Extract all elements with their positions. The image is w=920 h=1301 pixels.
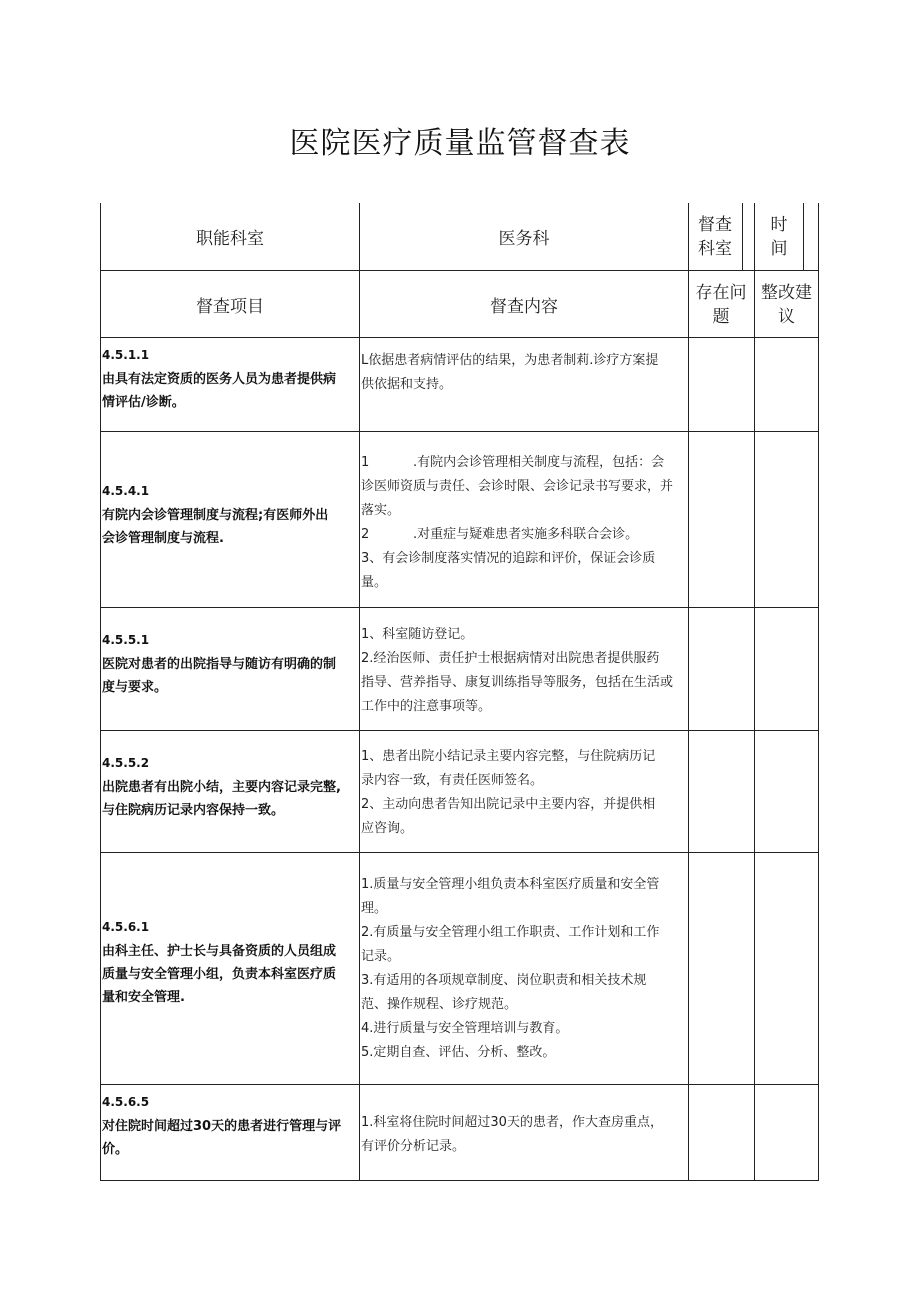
content-text: 1、患者出院小结记录主要内容完整，与住院病历记 录内容一致，有责任医师签名。 2、主动向患者告知出院记录中主要内容，并提供相 应咨询。 (361, 749, 656, 836)
problem-column-header: 存在问 题 (695, 283, 747, 327)
table-row (102, 633, 358, 699)
grid-line (359, 203, 360, 1181)
table-row (102, 1095, 358, 1161)
item-text: 由具有法定资质的医务人员为患者提供病 情评估/诊断。 (102, 372, 337, 410)
dept-value: 医务科 (498, 229, 550, 249)
dept-label: 职能科室 (196, 229, 264, 249)
item-code: 4.5.1.1 (102, 348, 150, 362)
item-text: 由科主任、护士长与具备资质的人员组成 质量与安全管理小组，负责本科室医疗质 量和安全管理. (102, 944, 337, 1005)
item-code: 4.5.4.1 (102, 484, 150, 498)
table-row (102, 348, 358, 414)
item-text: 出院患者有出院小结，主要内容记录完整, 与住院病历记录内容保持一致。 (102, 780, 341, 818)
content-text: 1.科室将住院时间超过30天的患者，作大查房重点， 有评价分析记录。 (361, 1115, 663, 1154)
grid-line (818, 203, 819, 1181)
time-label: 时 间 (770, 215, 788, 259)
grid-line (100, 1084, 818, 1085)
content-text: 1.质量与安全管理小组负责本科室医疗质量和安全管 理。 2.有质量与安全管理小组工作职责、工作计划和工作 记录。 3.有适用的各项规章制度、岗位职责和相关技术规 范、操作规程、诊疗规范。 4.进行质量与安全管理培训与教育。 5.定期自查、评估、分析、整改。 (361, 877, 660, 1060)
page-title: 医院医疗质量监管督查表 (289, 126, 631, 161)
table-row (102, 756, 358, 822)
inspect-dept-label: 督查 科室 (698, 215, 732, 259)
item-text: 医院对患者的出院指导与随访有明确的制 度与要求。 (102, 657, 337, 695)
content-text: L依据患者病情评估的结果，为患者制莉.诊疗方案提 供依据和支持。 (361, 353, 659, 392)
grid-line (803, 203, 804, 270)
item-code: 4.5.6.1 (102, 920, 150, 934)
item-code: 4.5.5.1 (102, 633, 150, 647)
item-text: 有院内会诊管理制度与流程;有医师外出 会诊管理制度与流程. (102, 508, 329, 546)
item-code: 4.5.5.2 (102, 756, 150, 770)
grid-line (688, 203, 689, 1181)
suggest-column-header: 整改建 议 (761, 283, 812, 327)
content-text: 1、科室随访登记。 2.经治医师、责任护士根据病情对出院患者提供服药 指导、营养指导、康复训练指导等服务，包括在生活或 工作中的注意事项等。 (361, 627, 674, 714)
grid-line (100, 607, 818, 608)
table-row (102, 920, 358, 1009)
content-text: 1 .有院内会诊管理相关制度与流程，包括：会 诊医师资质与责任、会诊时限、会诊记录书写要求，并 落实。 2 .对重症与疑难患者实施多科联合会诊。 3、有会诊制度落实情况的追踪和评价，保证会诊质 量。 (361, 455, 674, 590)
content-column-header: 督查内容 (490, 296, 558, 317)
item-code: 4.5.6.5 (102, 1095, 150, 1109)
grid-line (100, 337, 818, 338)
item-column-header: 督查项目 (196, 296, 264, 317)
grid-line (100, 1180, 818, 1181)
grid-line (754, 203, 755, 1181)
grid-line (742, 203, 743, 270)
table-row (102, 484, 358, 550)
grid-line (100, 431, 818, 432)
grid-line (100, 203, 101, 1181)
grid-line (100, 852, 818, 853)
item-text: 对住院时间超过30天的患者进行管理与评 价。 (102, 1119, 342, 1157)
grid-line (100, 730, 818, 731)
